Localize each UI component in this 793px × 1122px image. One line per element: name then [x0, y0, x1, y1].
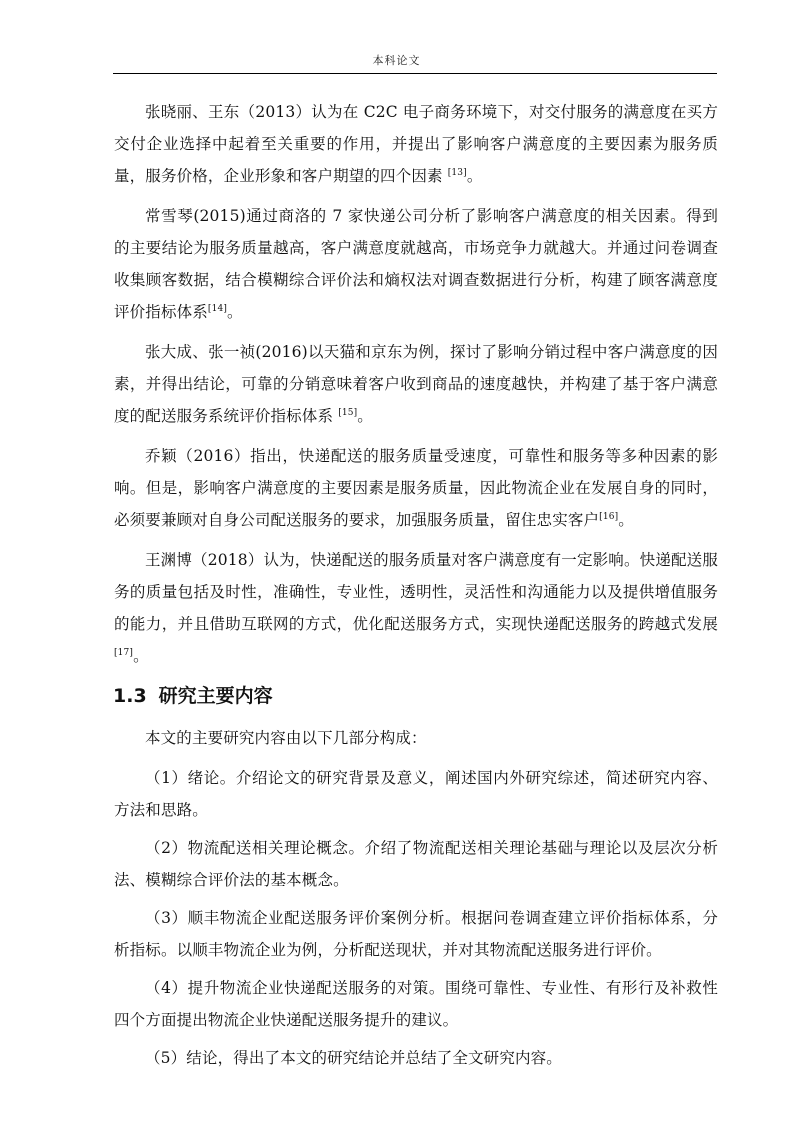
paragraph-tail: 。: [618, 511, 634, 529]
content-list-item: （2）物流配送相关理论概念。介绍了物流配送相关理论基础与理论以及层次分析法、模糊综合评价法的基本概念。: [114, 839, 718, 889]
citation-marker: [16]: [599, 511, 619, 522]
section-heading: [113, 680, 718, 712]
section-intro: 本文的主要研究内容由以下几部分构成：: [145, 729, 427, 747]
paragraph-text: 常雪琴(2015)通过商洛的 7 家快递公司分析了影响客户满意度的相关因素。得到的主要结论为服务质量越高，客户满意度就越高，市场竞争力就越大。并通过问卷调查收集顾客数据，结合模糊综合评价法和熵权法对调查数据进行分析，构建了顾客满意度评价指标体系: [114, 207, 718, 321]
citation-marker: [15]: [338, 407, 358, 418]
literature-paragraph: [114, 336, 718, 432]
content-list-item: （1）绪论。介绍论文的研究背景及意义，阐述国内外研究综述，简述研究内容、方法和思路。: [114, 769, 718, 819]
section-title: 研究主要内容: [158, 685, 273, 707]
literature-paragraph: [114, 96, 718, 192]
paragraph-tail: 。: [466, 167, 483, 185]
paragraph-text: 王渊博（2018）认为，快递配送的服务质量对客户满意度有一定影响。快递配送服务的质量包括及时性，准确性，专业性，透明性，灵活性和沟通能力以及提供增值服务的能力，并且借助互联网的方式，优化配送服务方式，实现快递配送服务的跨越式发展: [114, 551, 718, 633]
paragraph-text: 乔颖（2016）指出，快递配送的服务质量受速度，可靠性和服务等多种因素的影响。但是，影响客户满意度的主要因素是服务质量，因此物流企业在发展自身的同时，必须要兼顾对自身公司配送服务的要求，加强服务质量，留住忠实客户: [114, 447, 718, 529]
paragraph-tail: 。: [357, 407, 373, 425]
header-rule: [113, 73, 717, 74]
paragraph-text: 张大成、张一祯(2016)以天猫和京东为例，探讨了影响分销过程中客户满意度的因素，并得出结论，可靠的分销意味着客户收到商品的速度越快，并构建了基于客户满意度的配送服务系统评价指标体系: [114, 343, 718, 425]
content-list-item: （3）顺丰物流企业配送服务评价案例分析。根据问卷调查建立评价指标体系，分析指标。以顺丰物流企业为例，分析配送现状，并对其物流配送服务进行评价。: [114, 909, 718, 959]
page-body: [114, 96, 718, 1080]
citation-marker: [14]: [207, 303, 227, 314]
section-number: 1.3: [113, 685, 147, 707]
citation-marker: [13]: [447, 167, 467, 178]
literature-paragraph: [114, 544, 718, 672]
paragraph-text: 张晓丽、王东（2013）认为在 C2C 电子商务环境下，对交付服务的满意度在买方交付企业选择中起着至关重要的作用，并提出了影响客户满意度的主要因素为服务质量，服务价格，企业形象和客户期望的四个因素: [114, 103, 718, 185]
literature-paragraph: [114, 440, 718, 536]
citation-marker: [17]: [114, 647, 134, 658]
running-header: 本科论文: [372, 54, 421, 67]
paragraph-tail: 。: [226, 303, 243, 321]
content-list-item: （5）结论，得出了本文的研究结论并总结了全文研究内容。: [145, 1049, 562, 1067]
literature-paragraph: [114, 200, 718, 328]
paragraph-tail: 。: [133, 647, 149, 665]
content-list-item: （4）提升物流企业快递配送服务的对策。围绕可靠性、专业性、有形行及补救性四个方面提出物流企业快递配送服务提升的建议。: [114, 979, 718, 1029]
